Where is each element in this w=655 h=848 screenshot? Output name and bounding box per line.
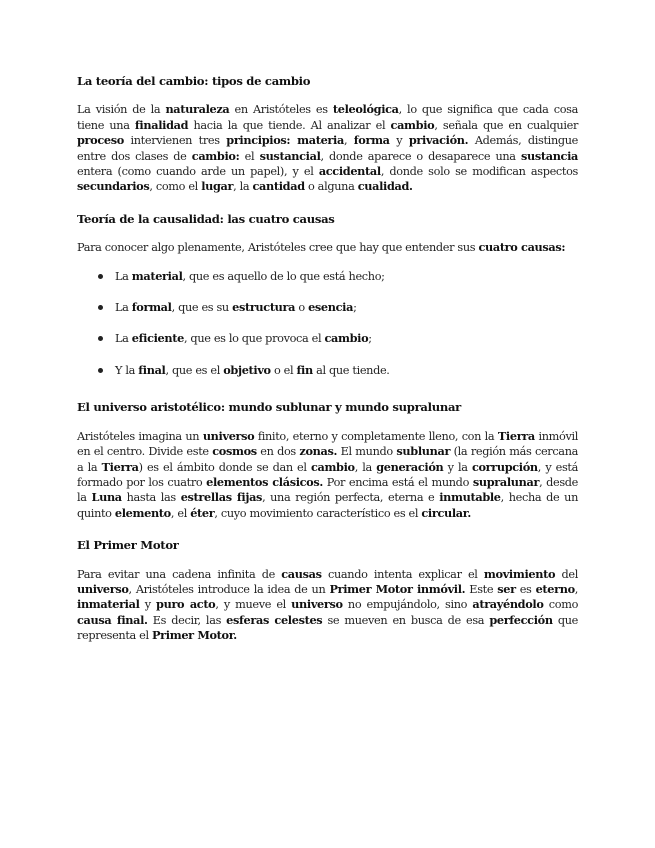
- bold-term: éter: [190, 505, 215, 520]
- bold-term: final: [138, 362, 166, 377]
- bold-term: eterno: [535, 581, 575, 596]
- bold-term: Tierra: [101, 459, 139, 474]
- bold-term: universo: [291, 597, 343, 612]
- bold-term: privación.: [408, 133, 469, 148]
- bold-term: cosmos: [212, 444, 257, 459]
- bold-term: elemento: [114, 505, 171, 520]
- bold-term: inmutable: [439, 490, 501, 505]
- bold-term: teleológica: [332, 102, 399, 117]
- paragraph-universo: Aristóteles imagina un universo finito, eterno y completamente lleno, con la Tierra inmóvil en el centro. Divide este cosmos en dos zonas. El mundo sublunar (la región más cercana a la Tierra) es el ámbito donde se dan el cambio, la generación y la corrupción, y está formado por los cuatro elementos clásicos. Por encima está el mundo supralunar, desde la Luna hasta las estrellas fijas, una región perfecta, eterna e inmutable, hecha de un quinto elemento, el éter, cuyo movimiento característico es el circular.: [77, 428, 579, 520]
- section-title-primer-motor: El Primer Motor: [77, 538, 179, 553]
- list-item: [77, 269, 578, 284]
- bold-term: lugar: [201, 179, 234, 194]
- bold-term: naturaleza: [165, 102, 230, 117]
- bold-term: universo: [202, 428, 255, 443]
- bullet-icon: [98, 274, 103, 279]
- bold-term: causa final.: [77, 612, 148, 627]
- list-item-text: Y la final, que es el objetivo o el fin al que tiende.: [115, 362, 390, 377]
- bold-term: esferas celestes: [226, 612, 323, 627]
- bullet-icon: [98, 305, 103, 310]
- bold-term: atrayéndolo: [472, 597, 544, 612]
- causes-list: [77, 269, 578, 379]
- bold-term: estructura: [232, 300, 296, 315]
- list-item-text: La eficiente, que es lo que provoca el cambio;: [115, 331, 372, 346]
- bold-term: Luna: [91, 490, 122, 505]
- bold-term: finalidad: [134, 117, 189, 132]
- paragraph-primer-motor: Para evitar una cadena infinita de causas cuando intenta explicar el movimiento del universo, Aristóteles introduce la idea de un Primer Motor inmóvil. Este ser es eterno, inmaterial y puro acto, y mueve el universo no empujándolo, sino atrayéndolo como causa final. Es decir, las esferas celestes se mueven en busca de esa perfección que representa el Primer Motor.: [77, 566, 579, 643]
- bold-term: zonas.: [299, 444, 338, 459]
- bold-term: ser: [497, 581, 516, 596]
- bold-term: cantidad: [252, 179, 305, 194]
- bold-term: elementos clásicos.: [206, 474, 323, 489]
- bullet-icon: [98, 368, 103, 373]
- bold-term: inmaterial: [77, 597, 140, 612]
- bold-term: formal: [131, 300, 172, 315]
- bold-term: Tierra: [497, 428, 535, 443]
- section-title-causalidad: Teoría de la causalidad: las cuatro causas: [77, 211, 335, 226]
- bold-term: Primer Motor.: [152, 628, 237, 643]
- bold-term: accidental: [318, 164, 381, 179]
- bold-term: secundarios: [77, 179, 150, 194]
- bold-term: puro acto: [156, 597, 216, 612]
- bold-term: cambio: [310, 459, 355, 474]
- bold-term: cualidad.: [357, 179, 413, 194]
- bold-term: material: [131, 268, 183, 283]
- bold-term: cuatro causas:: [478, 240, 566, 255]
- document-page: [77, 74, 578, 644]
- bold-term: universo: [77, 581, 129, 596]
- bold-term: supralunar: [472, 474, 540, 489]
- section-title-cambio: La teoría del cambio: tipos de cambio: [77, 74, 311, 88]
- list-item-text: La formal, que es su estructura o esencia;: [115, 300, 357, 315]
- bold-term: principios: materia: [226, 133, 344, 148]
- bold-term: causas: [281, 566, 322, 581]
- bold-term: sublunar: [396, 444, 451, 459]
- bold-term: estrellas fijas: [180, 490, 263, 505]
- paragraph-cambio: La visión de la naturaleza en Aristóteles es teleológica, lo que significa que cada cosa tiene una finalidad hacia la que tiende. Al analizar el cambio, señala que en cualquier proceso intervienen tres principios: materia, forma y privación. Además, distingue entre dos clases de cambio: el sustancial, donde aparece o desaparece una sustancia entera (como cuando arde un papel), y el accidental, donde solo se modifican aspectos secundarios, como el lugar, la cantidad o alguna cualidad.: [77, 102, 579, 194]
- section-title-universo: El universo aristotélico: mundo sublunar y mundo supralunar: [77, 400, 461, 415]
- list-item: [77, 363, 578, 378]
- bold-term: circular.: [421, 505, 471, 520]
- paragraph-causas-intro: Para conocer algo plenamente, Aristóteles cree que hay que entender sus cuatro causas:: [77, 240, 566, 255]
- bold-term: cambio: [390, 117, 435, 132]
- bold-term: cambio: [324, 331, 369, 346]
- bold-term: generación: [376, 459, 444, 474]
- bold-term: cambio:: [191, 148, 240, 163]
- bold-term: Primer Motor inmóvil.: [329, 581, 466, 596]
- bold-term: movimiento: [483, 566, 556, 581]
- bold-term: perfección: [489, 612, 553, 627]
- bold-term: fin: [296, 362, 313, 377]
- list-item: [77, 331, 578, 346]
- bullet-icon: [98, 336, 103, 341]
- bold-term: objetivo: [223, 362, 271, 377]
- list-item-text: La material, que es aquello de lo que está hecho;: [115, 268, 385, 283]
- bold-term: esencia: [308, 300, 354, 315]
- bold-term: sustancia: [520, 148, 578, 163]
- bold-term: corrupción: [471, 459, 538, 474]
- bold-term: eficiente: [131, 331, 184, 346]
- bold-term: sustancial: [259, 148, 321, 163]
- bold-term: forma: [353, 133, 390, 148]
- list-item: [77, 300, 578, 315]
- bold-term: proceso: [77, 133, 124, 148]
